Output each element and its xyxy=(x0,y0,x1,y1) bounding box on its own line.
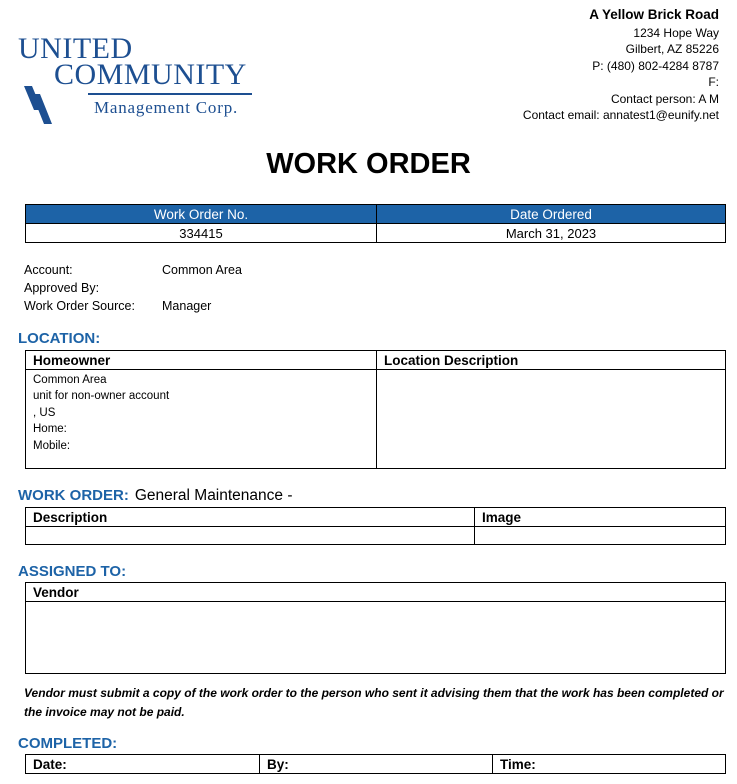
company-contact-email: Contact email: annatest1@eunify.net xyxy=(522,108,719,123)
date-ordered-header: Date Ordered xyxy=(377,205,726,224)
work-order-no-value: 334415 xyxy=(26,224,377,243)
order-info xyxy=(24,261,242,315)
company-address xyxy=(523,6,719,123)
homeowner-line: , US xyxy=(33,406,56,419)
assigned-heading: ASSIGNED TO: xyxy=(18,563,127,580)
logo-mark-icon xyxy=(20,80,60,126)
company-street: 1234 Hope Way xyxy=(633,26,719,40)
homeowner-line: Mobile: xyxy=(33,439,71,452)
company-phone: P: (480) 802-4284 8787 xyxy=(592,58,719,73)
location-table xyxy=(25,350,726,469)
work-order-type: General Maintenance - xyxy=(134,487,293,504)
company-logo xyxy=(18,30,268,130)
logo-divider xyxy=(88,93,252,95)
vendor-cell xyxy=(26,602,726,674)
vendor-table xyxy=(25,582,726,674)
account-value: Common Area xyxy=(162,263,242,277)
homeowner-cell xyxy=(26,370,377,469)
description-cell xyxy=(26,527,475,545)
completed-by-label: By: xyxy=(260,755,493,774)
company-contact-person: Contact person: A M xyxy=(610,91,719,106)
company-name: A Yellow Brick Road xyxy=(589,7,719,22)
date-ordered-value: March 31, 2023 xyxy=(377,224,726,243)
homeowner-line: unit for non-owner account xyxy=(33,390,170,403)
approved-by-label: Approved By: xyxy=(24,281,100,295)
logo-community-text: COMMUNITY xyxy=(54,58,247,91)
company-city: Gilbert, AZ 85226 xyxy=(625,42,719,57)
logo-united-text: UNITED xyxy=(18,32,133,65)
completed-heading: COMPLETED: xyxy=(18,735,118,752)
company-fax: F: xyxy=(708,75,719,90)
location-description-cell xyxy=(377,370,726,469)
completed-date-label: Date: xyxy=(26,755,260,774)
work-order-heading xyxy=(18,487,293,505)
source-value: Manager xyxy=(162,299,212,313)
work-order-heading-label: WORK ORDER: xyxy=(18,487,129,504)
vendor-note: Vendor must submit a copy of the work order to the person who sent it advising them that the work has been completed or the invoice may not be paid. xyxy=(24,686,724,719)
homeowner-header: Homeowner xyxy=(26,351,377,370)
location-description-header: Location Description xyxy=(377,351,726,370)
logo-management-text: Management Corp. xyxy=(94,98,239,117)
account-label: Account: xyxy=(24,263,73,277)
completed-table xyxy=(25,754,726,774)
image-cell xyxy=(475,527,726,545)
vendor-header: Vendor xyxy=(26,583,726,602)
description-header: Description xyxy=(26,508,475,527)
work-order-no-header: Work Order No. xyxy=(26,205,377,224)
homeowner-line: Home: xyxy=(33,423,67,436)
source-label: Work Order Source: xyxy=(24,299,135,313)
page-title: WORK ORDER xyxy=(266,148,471,180)
image-header: Image xyxy=(475,508,726,527)
work-order-table xyxy=(25,507,726,545)
completed-time-label: Time: xyxy=(493,755,726,774)
homeowner-line: Common Area xyxy=(33,374,107,386)
location-heading: LOCATION: xyxy=(18,330,101,347)
order-number-table xyxy=(25,204,726,243)
